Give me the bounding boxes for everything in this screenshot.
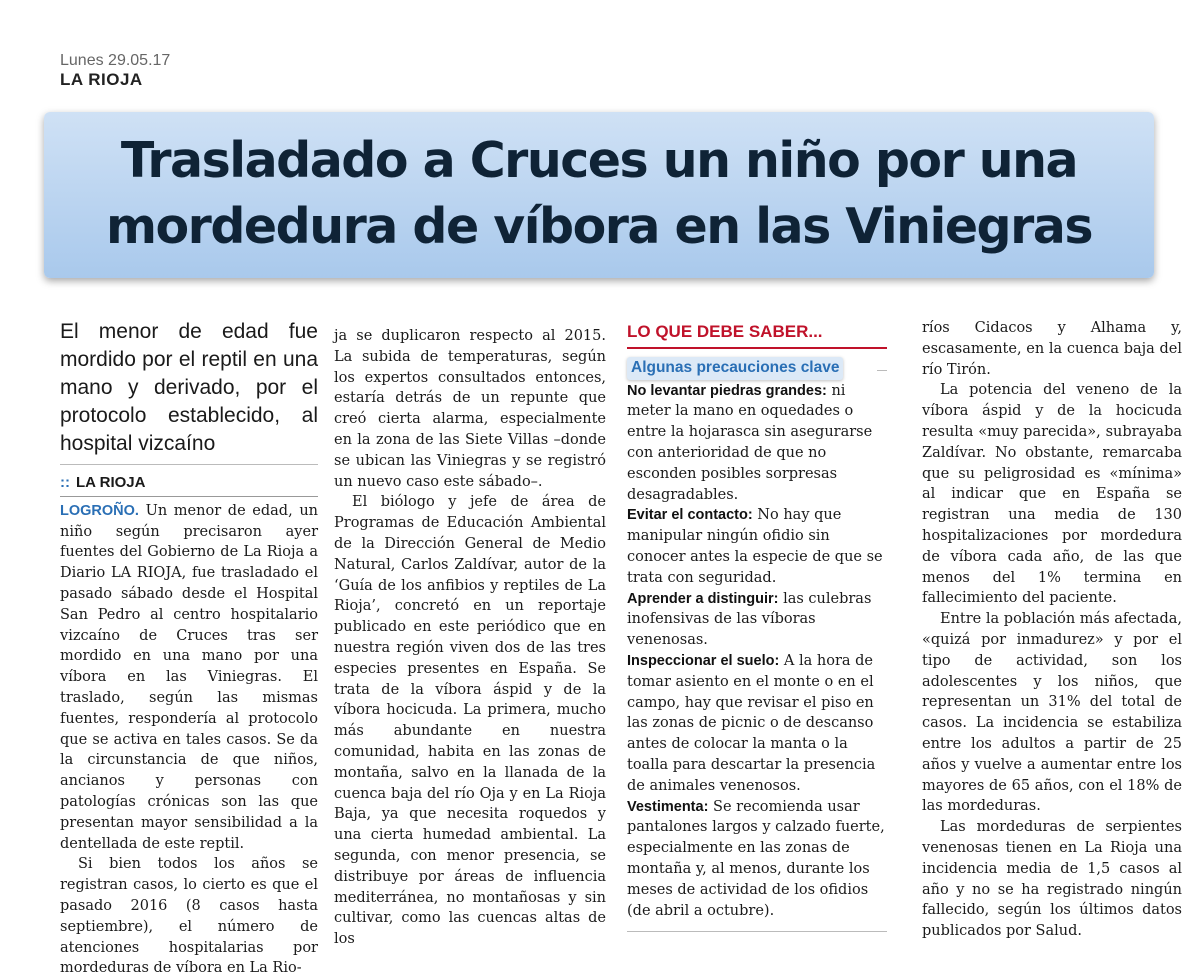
article-deck: El menor de edad fue mordido por el reptil en una mano y derivado, por el protocolo establecido, al hospital vizcaíno [60, 320, 318, 455]
headline-line-1: Trasladado a Cruces un niño por una [120, 132, 1078, 189]
byline-name: LA RIOJA [76, 474, 146, 491]
byline-dots-icon: :: [60, 474, 70, 491]
divider [877, 370, 887, 371]
article-column-4 [922, 318, 1182, 942]
sidebar-box [627, 318, 887, 932]
precaution-keyword: No levantar piedras grandes: [627, 382, 827, 399]
precaution-text: ni meter la mano en oquedades o entre la hojarasca sin asegurarse con anterioridad de que no esconden posibles sorpresas desagradables. [627, 382, 873, 503]
paragraph-1 [60, 501, 318, 855]
precaution-text: No hay que manipular ningún ofidio sin conocer antes la especie de que se trata con seguridad. [627, 507, 883, 586]
box-title: LO QUE DEBE SABER... [627, 322, 887, 349]
article-column-2 [334, 326, 606, 950]
paragraph-4: El biólogo y jefe de área de Programas de Educación Ambiental de la Dirección General de Medio Natural, Carlos Zaldívar, autor de la ‘Guía de los anfibios y reptiles de La Rioja’, concretó en un reportaje publicado en este periódico que en nuestra región viven dos de las tres especies presentes en España. Se trata de la víbora áspid y de la víbora hocicuda. La primera, mucho más abundante en nuestra comunidad, habita en las zonas de montaña, salvo en la llanada de la cuenca baja del río Oja y en La Rioja Baja, ya que necesita roquedos y una cierta humedad ambiental. La segunda, con menor presencia, se distribuye por áreas de influencia mediterránea, no montañosas y sin cultivar, como las cuencas altas de los [334, 494, 606, 948]
paragraph-5: ríos Cidacos y Alhama y, escasamente, en la cuenca baja del río Tirón. [922, 320, 1182, 378]
byline [60, 473, 318, 497]
precaution-keyword: Vestimenta: [627, 798, 709, 815]
precaution-item [627, 505, 887, 588]
article-column-1 [60, 318, 318, 979]
headline [58, 128, 1140, 260]
precaution-keyword: Evitar el contacto: [627, 507, 753, 524]
paragraph-8: Las mordeduras de serpientes venenosas tienen en La Rioja una incidencia media de 1,5 casos al año y no se ha registrado ningún fallecido, según los últimos datos publicados por Salud. [922, 819, 1182, 940]
dateline-city: LOGROÑO. [60, 502, 139, 519]
paragraph-7: Entre la población más afectada, «quizá por inmadurez» y por el tipo de actividad, son los adolescentes y los niños, que representan un 31% del total de casos. La incidencia se estabiliza entre los adultos a partir de 25 años y vuelve a aumentar entre los mayores de 65 años, con el 18% de las mordeduras. [922, 611, 1182, 815]
precaution-item [627, 797, 887, 922]
headline-box [44, 112, 1154, 278]
issue-date: Lunes 29.05.17 [60, 52, 171, 69]
headline-line-2: mordedura de víbora en las Viniegras [105, 198, 1093, 255]
divider [60, 464, 318, 465]
paragraph-6: La potencia del veneno de la víbora áspid y de la hocicuda resulta «muy parecida», subrayaba Zaldívar. No obstante, remarcaba que su peligrosidad es «mínima» al indicar que en España se registran una media de 130 hospitalizaciones por mordedura de víbora cada año, de las que menos del 1% termina en fallecimiento del paciente. [922, 382, 1182, 607]
paragraph-3: ja se duplicaron respecto al 2015. La subida de temperaturas, según los expertos consultados entonces, estaría detrás de un repunte que creó cierta alarma, especialmente en la zona de las Siete Villas –donde se ubican las Viniegras y se registró un nuevo caso este sábado–. [334, 328, 606, 490]
precaution-text: A la hora de tomar asiento en el monte o en el campo, hay que revisar el piso en las zonas de picnic o de descanso antes de colocar la manta o la toalla para descartar la presencia de animales venenosos. [627, 652, 876, 794]
section-name: LA RIOJA [60, 70, 143, 89]
paragraph-2: Si bien todos los años se registran casos, lo cierto es que el pasado 2016 (8 casos hasta septiembre), el número de atenciones hospitalarias por mordeduras de víbora en La Rio- [60, 856, 318, 977]
precaution-keyword: Aprender a distinguir: [627, 590, 779, 607]
paragraph-1-text: Un menor de edad, un niño según precisaron ayer fuentes del Gobierno de La Rioja a Diario LA RIOJA, fue trasladado el pasado sábado desde el Hospital San Pedro al centro hospitalario vizcaíno de Cruces tras ser mordido en una mano por una víbora en las Viniegras. El traslado, según las mismas fuentes, respondería al protocolo que se activa en tales casos. Se da la circunstancia de que niños, ancianos y personas con patologías crónicas son las que presentan mayor sensibilidad a la dentellada de este reptil. [60, 502, 319, 852]
precaution-text: Se recomienda usar pantalones largos y calzado fuerte, especialmente en las zonas de montaña y, al menos, durante los meses de actividad de los ofidios (de abril a octubre). [627, 798, 885, 919]
box-subtitle: Algunas precauciones clave [627, 357, 843, 380]
divider [627, 931, 887, 932]
precaution-item [627, 381, 887, 506]
precaution-item [627, 589, 887, 651]
precaution-keyword: Inspeccionar el suelo: [627, 652, 780, 669]
precaution-item [627, 651, 887, 797]
precaution-text: las culebras inofensivas de las víboras venenosas. [627, 590, 872, 649]
page-header [60, 52, 170, 90]
